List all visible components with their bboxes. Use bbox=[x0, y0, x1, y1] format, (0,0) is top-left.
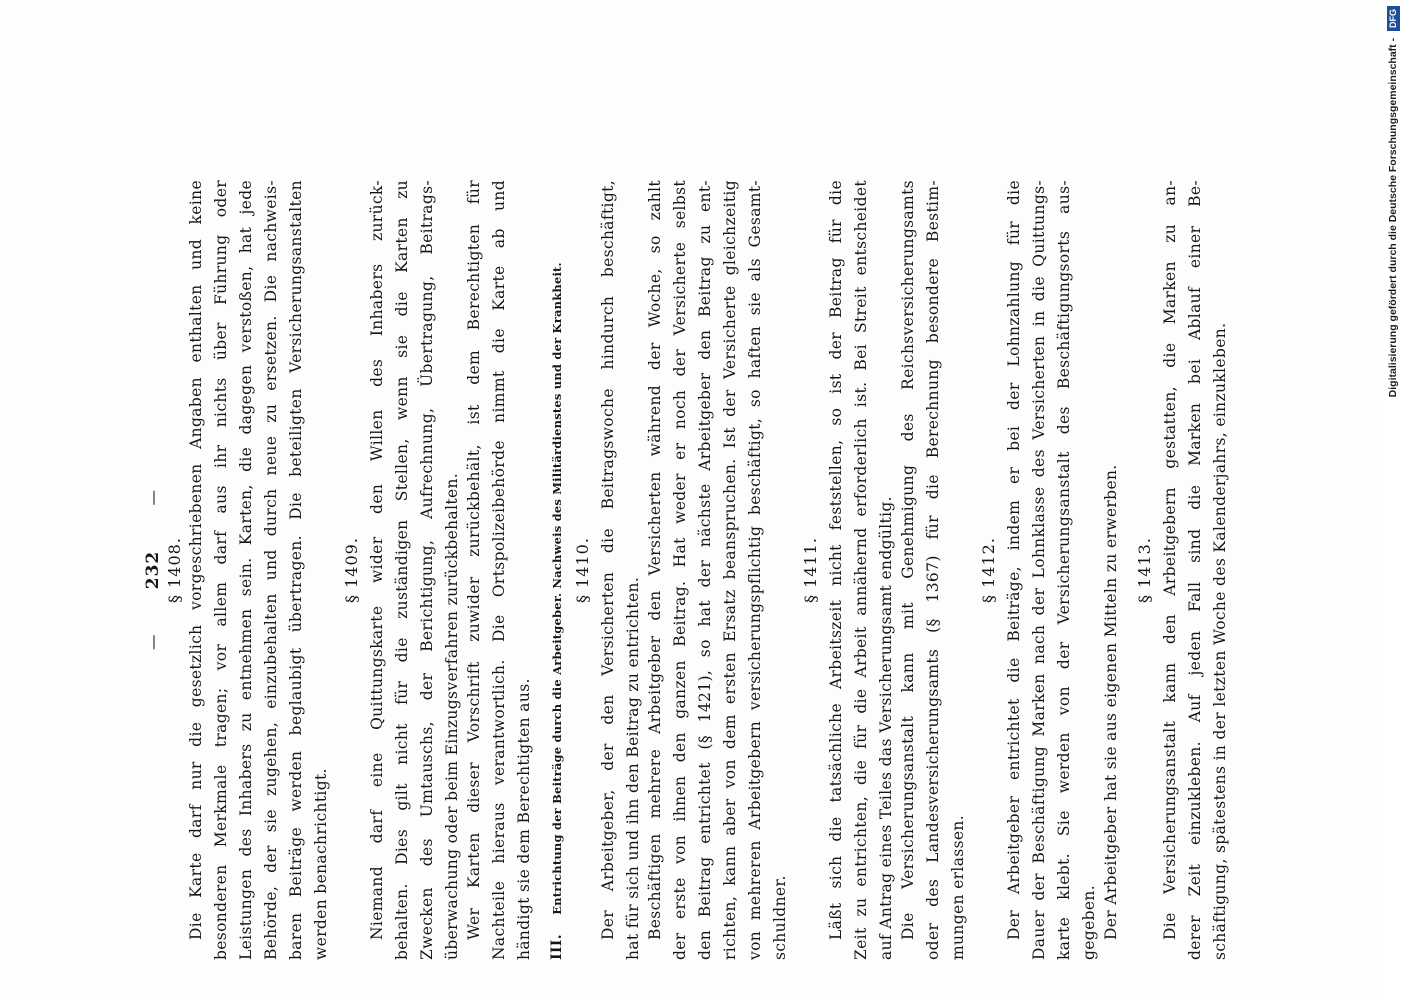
header-dash-left: — bbox=[144, 634, 162, 651]
paragraph-line: Der Arbeitgeber hat sie aus eigenen Mitteln zu erwerben. bbox=[1102, 464, 1120, 940]
section-heading-1409: § 1409. bbox=[342, 537, 361, 603]
digitization-note bbox=[1384, 6, 1402, 996]
paragraph-line: richten, kann aber von dem ersten Ersatz beanspruchen. Ist der Versicherte gleichzeitig bbox=[721, 180, 739, 960]
part-numeral: III. bbox=[549, 934, 565, 960]
section-heading-1410: § 1410. bbox=[573, 537, 592, 603]
header-dash-right: — bbox=[144, 489, 162, 506]
paragraph-line: Beschäftigen mehrere Arbeitgeber den Versicherten während der Woche, so zahlt bbox=[646, 180, 664, 940]
paragraph-line: Die Versicherungsanstalt kann mit Genehmigung des Reichsversicherungsamts bbox=[899, 180, 917, 940]
part-title-text: Entrichtung der Beiträge durch die Arbeitgeber. Nachweis des Militärdienstes und der Krankheit. bbox=[550, 262, 564, 915]
paragraph-line: Nachteile hieraus verantwortlich. Die Ortspolizeibehörde nimmt die Karte ab und bbox=[490, 180, 508, 960]
paragraph-line: Leistungen des Inhabers zu entnehmen sein. Karten, die dagegen verstoßen, hat jede bbox=[237, 180, 255, 960]
paragraph-line: auf Antrag eines Teiles das Versicherungsamt endgültig. bbox=[877, 496, 895, 960]
part-title bbox=[547, 180, 565, 960]
paragraph-line: Läßt sich die tatsächliche Arbeitszeit nicht feststellen, so ist der Beitrag für die bbox=[827, 180, 845, 940]
paragraph-line: hat für sich und ihn den Beitrag zu entrichten. bbox=[624, 576, 642, 960]
paragraph-line: Der Arbeitgeber, der den Versicherten die Beitragswoche hindurch beschäftigt, bbox=[599, 180, 617, 940]
paragraph-line: oder des Landesversicherungsamts (§ 1367) für die Berechnung besondere Bestim- bbox=[924, 180, 942, 960]
paragraph-line: werden benachrichtigt. bbox=[312, 768, 330, 960]
paragraph-line: Dauer der Beschäftigung Marken nach der Lohnklasse des Versicherten in die Quittungs- bbox=[1030, 180, 1048, 960]
page-header bbox=[143, 180, 163, 960]
paragraph-line: besonderen Merkmale tragen; vor allem darf aus ihr nichts über Führung oder bbox=[212, 180, 230, 960]
dfg-logo: DFG bbox=[1387, 6, 1400, 31]
paragraph-line: gegeben. bbox=[1080, 885, 1098, 960]
paragraph-line: behalten. Dies gilt nicht für die zuständigen Stellen, wenn sie die Karten zu bbox=[393, 180, 411, 960]
paragraph-line: Wer Karten dieser Vorschrift zuwider zurückbehält, ist dem Berechtigten für bbox=[465, 180, 483, 940]
paragraph-line: der erste von ihnen den ganzen Beitrag. Hat weder er noch der Versicherte selbst bbox=[671, 180, 689, 960]
rotated-page-content bbox=[143, 180, 1245, 960]
paragraph-line: überwachung oder beim Einzugsverfahren zurückbehalten. bbox=[443, 472, 461, 960]
digitization-note-text: Digitalisierung gefördert durch die Deutsche Forschungsgemeinschaft - bbox=[1387, 37, 1399, 398]
paragraph-line: Die Karte darf nur die gesetzlich vorgeschriebenen Angaben enthalten und keine bbox=[187, 180, 205, 940]
paragraph-line: Zwecken des Umtauschs, der Berichtigung, Aufrechnung, Übertragung, Beitrags- bbox=[418, 180, 436, 960]
section-heading-1412: § 1412. bbox=[979, 537, 998, 603]
page-number: 232 bbox=[143, 550, 163, 590]
paragraph-line: von mehreren Arbeitgebern versicherungspflichtig beschäftigt, so haften sie als Gesamt- bbox=[746, 180, 764, 960]
section-heading-1408: § 1408. bbox=[165, 537, 184, 603]
paragraph-line: Zeit zu entrichten, die für die Arbeit annähernd erforderlich ist. Bei Streit entscheidet bbox=[852, 180, 870, 960]
paragraph-line: händigt sie dem Berechtigten aus. bbox=[515, 678, 533, 960]
paragraph-line: derer Zeit einzukleben. Auf jeden Fall sind die Marken bei Ablauf einer Be- bbox=[1186, 180, 1204, 960]
paragraph-line: Die Versicherungsanstalt kann den Arbeitgebern gestatten, die Marken zu an- bbox=[1161, 180, 1179, 940]
paragraph-line: Behörde, der sie zugehen, einzubehalten und durch neue zu ersetzen. Die nachweis- bbox=[262, 180, 280, 960]
paragraph-line: schäftigung, spätestens in der letzten Woche des Kalenderjahrs, einzukleben. bbox=[1211, 322, 1229, 960]
paragraph-line: karte klebt. Sie werden von der Versicherungsanstalt des Beschäftigungsorts aus- bbox=[1055, 180, 1073, 960]
section-heading-1411: § 1411. bbox=[801, 537, 820, 603]
paragraph-line: baren Beiträge werden beglaubigt übertragen. Die beteiligten Versicherungsanstalten bbox=[287, 180, 305, 960]
paragraph-line: Der Arbeitgeber entrichtet die Beiträge, indem er bei der Lohnzahlung für die bbox=[1005, 180, 1023, 940]
paragraph-line: schuldner. bbox=[771, 875, 789, 960]
section-heading-1413: § 1413. bbox=[1135, 537, 1154, 603]
paragraph-line: mungen erlassen. bbox=[949, 814, 967, 960]
paragraph-line: Niemand darf eine Quittungskarte wider den Willen des Inhabers zurück- bbox=[368, 180, 386, 940]
paragraph-line: den Beitrag entrichtet (§ 1421), so hat der nächste Arbeitgeber den Beitrag zu ent- bbox=[696, 180, 714, 960]
